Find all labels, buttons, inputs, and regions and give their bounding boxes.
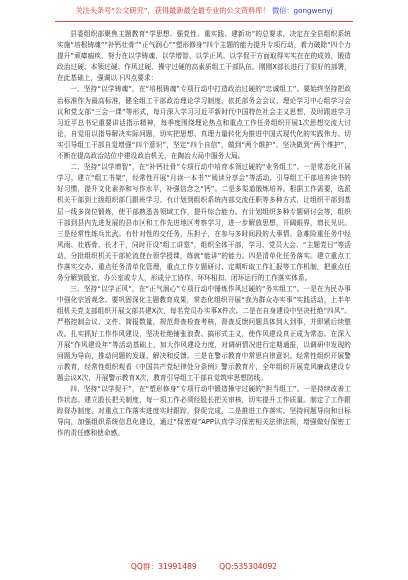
header-divider	[55, 21, 353, 22]
section-three-paragraph: 三、坚持“以学正风”，在“正气润心”专项行动中锤炼作风过硬的“务实组工”。一是在为民办事中强化宗旨观念。要巩固深化主题教育成果，常态化组织开展“我为群众办实事”实践活动，上半年组机关党支部组织开展支部共建X次，每名党员办实事X件次。二是在自身建设中坚决杜绝“四风”。严格控制会议、文件、简报数量，规范督查检查考核，督查反馈问题具体到人到事，并即紧后续整改。扎实抓好工作作风建设，坚决杜绝铺张浪费、搞形式主义，使作风建设真正成为常态。在深入开展“作风建设年”等活动基础上，加大作风建设力度，对调研情况进行定期通报，以调研中发现的问题为导向，推动问题的发现、解决和反馈。三是在警示教育中常思自律意识。经常性组织开展警示教育，经常性组织观看《中国共产党纪律处分条例》警示教育片，全年组织开展党风廉政建设专题会议X次，开展警示教育X次，教育引导组工干部自觉筑牢思想防线。	[57, 285, 351, 382]
section-four-paragraph: 四、坚持“以学促干”，在“塑形修身”专项行动中锻造操守过硬的“担当组工”。一是持续改善工作状态。建立股长把关制度，每一项工作必须经股长把关审核，切实提升工作质量。制定了工作跟踪督办制度，对重点工作落实进度实时跟踪，督促完成。二是推进工作落实。坚持问题导向和目标导向，加强组织系统信息化建设，通过“保密观”APP认真学习保密相关法律法规，增强做好保密工作的责任感和使命感。	[57, 385, 351, 438]
header-label: 关注头条号“公文研究”，获得最新最全最专业的公文资料库！	[75, 6, 270, 15]
section-two-paragraph: 二、坚持“以学增智”，在“补钙壮骨”专项行动中培育本领过硬的“业务组工”。一是常态化开展学习。建立“组工书架”，经常性开展“月读一本书”“阅读分享会”等活动，引导组工干部培养读书的好习惯，提升文化素养和写作水平，补强信念之“钙”。二是多渠道锻炼培养。根据工作需要，选派机关干部到上级组织部门跟班学习、有计划到组织系统内部交流任职等多种方式，让组织干部到基层一线多岗位锻炼，使干部熟悉各领域工作，提升综合能力。有计划组织多种专题研讨会等，组织干部到县内先进发展的县市区和工作先进地区考察学习，进一步解放思想，开阔眼界，增长见识。三是经常性练兵比武。有针对性的交任务，压担子，在参与多时间段的大事情、急难险重任务中经风雨、壮筋骨、长才干，同时开设“组工讲堂”，组织全体干部，学习、党员大会、“主题党日”等活动，分批组织机关干部轮流登台领学授课，练就“能讲”的能力。四是清单化任务落实。建立重点工作落实交办、重点任务清单化管理，重点工作专题研讨、定期听取工作汇报等工作机制，把重点任务分解到股室、办公室或专人，形成分工协作、环环相扣、闭环运行的工作落实体系。	[57, 163, 351, 283]
intro-paragraph: 县委组织部聚焦主题教育“学思想、强党性、重实践、建新功”的总要求，决定在全县组织系统实施“培根铸魂”“补钙壮骨”“正气润心”“塑形修身”四个主题的能力提升专项行动，着力破除“四个力提升”顽瘴痼疾，努力在以学铸魂、以学增智、以学正风、以学促干方面取得实实在在的成效，锻造政治过硬、本领过硬、作风过硬、操守过硬的高素质组工干部队伍。刚刚X部长进行了很好的部署，在此基础上，强调以下四点要求：	[57, 30, 351, 83]
footer-qq: QQ:535304092	[219, 562, 278, 571]
footer-qq-group: QQ群：31991489	[130, 562, 197, 571]
section-one-paragraph: 一、坚持“以学铸魂”，在“培根铸魂”专项行动中打造政治过硬的“忠诚组工”。要始终坚持把政治标准作为最高标准，健全组工干部政治理论学习制度，依托部务会会议、理论学习中心组学习会议和党支部“三会一课”等形式，每月深入学习习近平新时代中国特色社会主义思想，及时跟进学习习近平总书记重要讲话指示精神，每季度围绕理论热点和重点工作任务组织开展1次思想交流大讨论，自觉用以指导解决实际问题，切实把思想、真理力量转化为推进中国式现代化的实践伟力。切实引导组工干部自觉增强“四个意识”，坚定“四个自信”，做到“两个维护”，坚决做到“两个维护”，不断在提高政治站位中建设政治机关，在陶冶大局中服务大局。	[57, 85, 351, 161]
watermark-footer	[0, 562, 408, 572]
header-wechat: 微信：gongwenyj	[271, 6, 333, 15]
watermark-header	[0, 6, 408, 15]
document-body	[57, 29, 351, 439]
